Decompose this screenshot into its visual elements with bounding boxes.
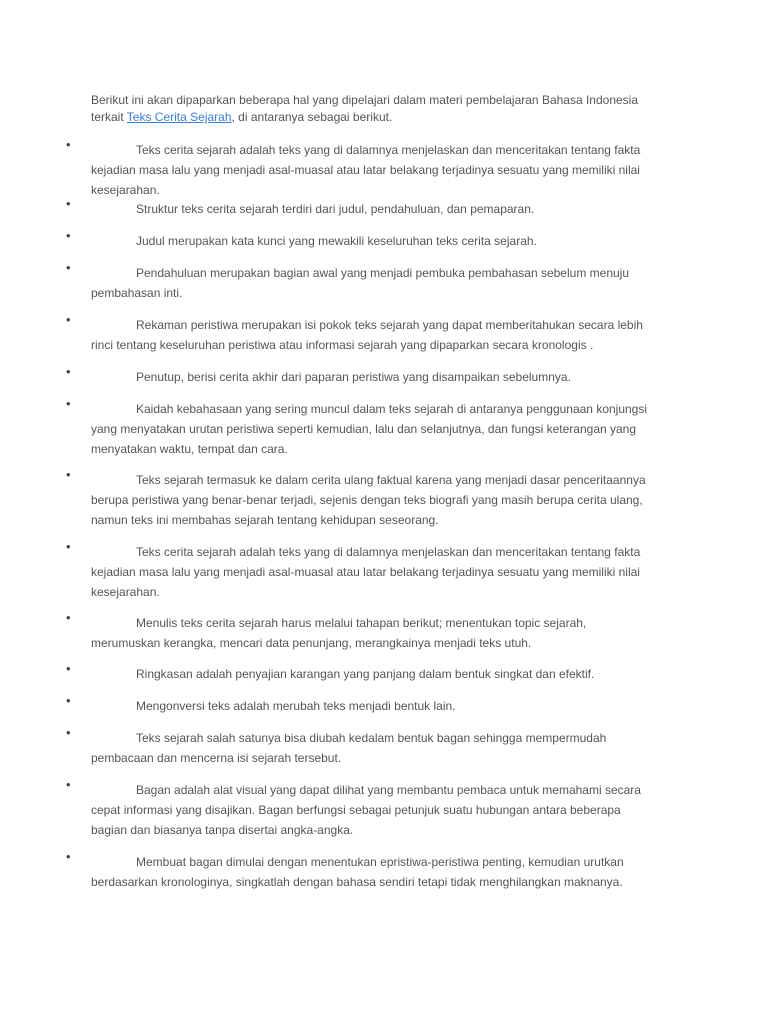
intro-suffix: , di antaranya sebagai berikut. bbox=[231, 110, 393, 124]
bullet-icon: • bbox=[66, 364, 71, 379]
intro-prefix: terkait bbox=[91, 110, 127, 124]
list-item-text: Mengonversi teks adalah merubah teks menjadi bentuk lain. bbox=[136, 699, 456, 713]
bullet-icon: • bbox=[66, 849, 71, 864]
intro-paragraph bbox=[91, 92, 691, 126]
bullet-icon: • bbox=[66, 693, 71, 708]
bullet-icon: • bbox=[66, 312, 71, 327]
list-item-text: Membuat bagan dimulai dengan menentukan epristiwa-peristiwa penting, kemudian urutkan berdasarkan kronologinya, singkatlah dengan bahasa sendiri tetapi tidak menghilangkan maknanya. bbox=[91, 855, 624, 889]
bullet-icon: • bbox=[66, 777, 71, 792]
list-item-text: Bagan adalah alat visual yang dapat dilihat yang membantu pembaca untuk memahami secara cepat informasi yang disajikan. Bagan berfungsi sebagai petunjuk suatu hubungan antara beberapa bagian dan biasanya tanpa disertai angka-angka. bbox=[91, 783, 641, 837]
bullet-icon: • bbox=[66, 196, 71, 211]
teks-cerita-sejarah-link[interactable]: Teks Cerita Sejarah bbox=[126, 110, 232, 124]
list-item-text: Teks cerita sejarah adalah teks yang di dalamnya menjelaskan dan menceritakan tentang fakta kejadian masa lalu yang menjadi asal-muasal atau latar belakang terjadinya sesuatu yang memiliki nilai kesejarahan. bbox=[91, 143, 641, 197]
intro-line-2 bbox=[91, 109, 691, 126]
bullet-icon: • bbox=[66, 228, 71, 243]
list-item-text: Teks sejarah termasuk ke dalam cerita ulang faktual karena yang menjadi dasar penceritaannya berupa peristiwa yang benar-benar terjadi, sejenis dengan teks biografi yang masih berupa cerita ulang, namun teks ini membahas sejarah tentang kehidupan seseorang. bbox=[91, 473, 646, 527]
bullet-icon: • bbox=[66, 661, 71, 676]
list-item-text: Rekaman peristiwa merupakan isi pokok teks sejarah yang dapat memberitahukan secara lebih rinci tentang keseluruhan peristiwa atau informasi sejarah yang dipaparkan secara kronologis . bbox=[91, 318, 643, 352]
list-item-text: Judul merupakan kata kunci yang mewakili keseluruhan teks cerita sejarah. bbox=[136, 234, 537, 248]
bullet-icon: • bbox=[66, 467, 71, 482]
list-item-text: Teks cerita sejarah adalah teks yang di dalamnya menjelaskan dan menceritakan tentang fakta kejadian masa lalu yang menjadi asal-muasal atau latar belakang terjadinya sesuatu yang memiliki nilai kesejarahan. bbox=[91, 545, 641, 599]
list-item-text: Struktur teks cerita sejarah terdiri dari judul, pendahuluan, dan pemaparan. bbox=[136, 202, 535, 216]
bullet-icon: • bbox=[66, 260, 71, 275]
list-item-text: Menulis teks cerita sejarah harus melalui tahapan berikut; menentukan topic sejarah, merumuskan kerangka, mencari data penunjang, merangkainya menjadi teks utuh. bbox=[91, 616, 587, 650]
bullet-icon: • bbox=[66, 137, 71, 152]
list-item-text: Ringkasan adalah penyajian karangan yang panjang dalam bentuk singkat dan efektif. bbox=[136, 667, 595, 681]
intro-line-1: Berikut ini akan dipaparkan beberapa hal yang dipelajari dalam materi pembelajaran Bahasa Indonesia bbox=[91, 93, 639, 107]
list-item-text: Pendahuluan merupakan bagian awal yang menjadi pembuka pembahasan sebelum menuju pembahasan inti. bbox=[91, 266, 630, 300]
list-item-text: Kaidah kebahasaan yang sering muncul dalam teks sejarah di antaranya penggunaan konjungsi yang menyatakan urutan peristiwa seperti kemudian, lalu dan selanjutnya, dan fungsi keterangan yang menyatakan waktu, tempat dan cara. bbox=[91, 402, 648, 456]
list-item-text: Penutup, berisi cerita akhir dari paparan peristiwa yang disampaikan sebelumnya. bbox=[136, 370, 571, 384]
list-item-text: Teks sejarah salah satunya bisa diubah kedalam bentuk bagan sehingga mempermudah pembacaan dan mencerna isi sejarah tersebut. bbox=[91, 731, 607, 765]
bullet-icon: • bbox=[66, 396, 71, 411]
bullet-icon: • bbox=[66, 539, 71, 554]
bullet-icon: • bbox=[66, 725, 71, 740]
bullet-icon: • bbox=[66, 610, 71, 625]
